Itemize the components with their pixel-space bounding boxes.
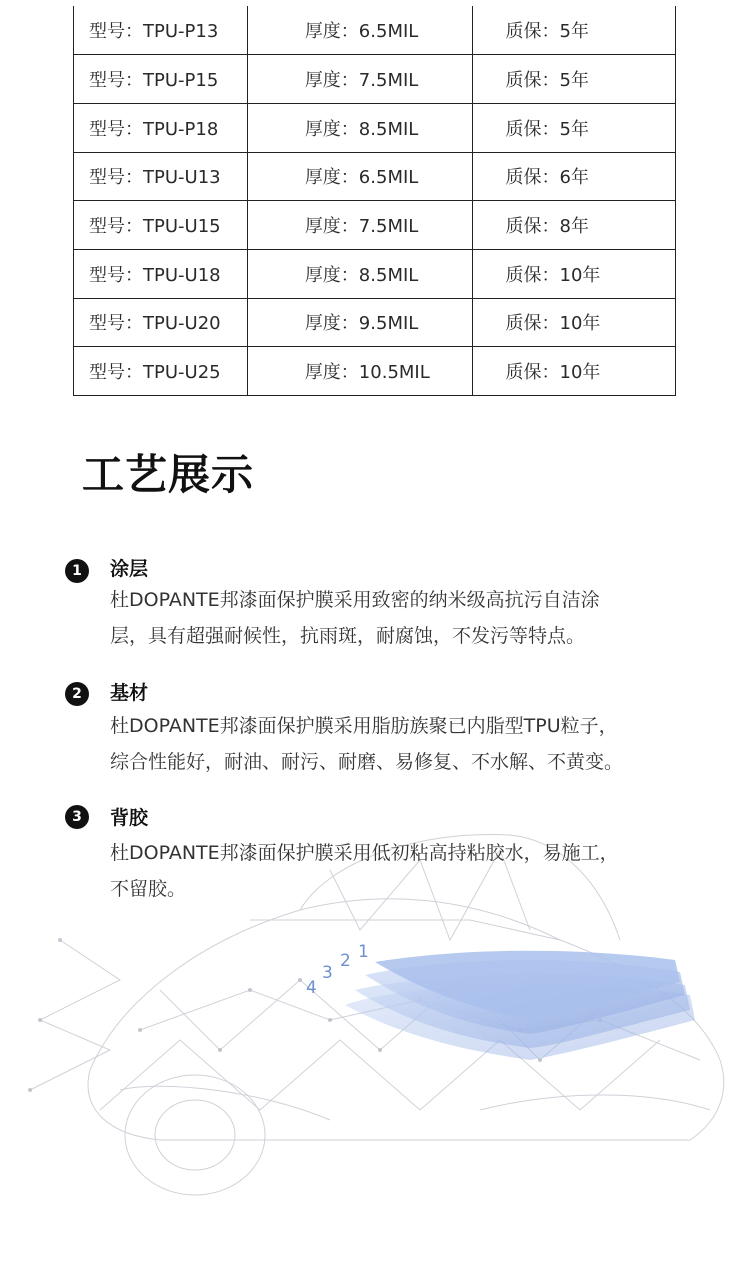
number-badge: 2	[65, 682, 89, 706]
feature-title: 背胶	[110, 807, 149, 829]
warranty-cell: 质保：5年	[472, 103, 675, 152]
description-line: 不留胶。	[110, 878, 187, 900]
model-cell: 型号：TPU-P18	[74, 103, 248, 152]
warranty-cell: 质保：5年	[472, 6, 675, 55]
model-cell: 型号：TPU-P13	[74, 6, 248, 55]
warranty-cell: 质保：5年	[472, 55, 675, 104]
number-badge: 3	[65, 805, 89, 829]
thickness-cell: 厚度：6.5MIL	[247, 6, 472, 55]
table-row	[74, 298, 676, 347]
table-row	[74, 55, 676, 104]
model-cell: 型号：TPU-U13	[74, 152, 248, 201]
table-row	[74, 103, 676, 152]
thickness-cell: 厚度：10.5MIL	[247, 347, 472, 396]
feature-title: 基材	[110, 682, 149, 704]
thickness-cell: 厚度：6.5MIL	[247, 152, 472, 201]
section-title: 工艺展示	[82, 450, 255, 499]
layer-label: 3	[322, 963, 333, 983]
description-line: 杜DOPANTE邦漆面保护膜采用低初粘高持粘胶水，易施工，	[110, 842, 619, 864]
feature-description	[110, 708, 720, 780]
feature-description	[110, 582, 720, 654]
description-line: 杜DOPANTE邦漆面保护膜采用脂肪族聚已内脂型TPU粒子，	[110, 715, 618, 737]
description-line: 层，具有超强耐候性，抗雨斑，耐腐蚀，不发污等特点。	[110, 625, 586, 647]
feature-title: 涂层	[110, 558, 149, 580]
warranty-cell: 质保：10年	[472, 249, 675, 298]
table-row	[74, 152, 676, 201]
number-badge: 1	[65, 559, 89, 583]
warranty-cell: 质保：10年	[472, 298, 675, 347]
thickness-cell: 厚度：7.5MIL	[247, 55, 472, 104]
model-cell: 型号：TPU-U18	[74, 249, 248, 298]
thickness-cell: 厚度：8.5MIL	[247, 103, 472, 152]
layer-label: 2	[340, 951, 351, 971]
layer-label: 4	[306, 978, 317, 998]
thickness-cell: 厚度：8.5MIL	[247, 249, 472, 298]
film-layers	[345, 951, 695, 1060]
table-row	[74, 249, 676, 298]
spec-table	[73, 6, 676, 396]
description-line: 杜DOPANTE邦漆面保护膜采用致密的纳米级高抗污自洁涂	[110, 589, 600, 611]
thickness-cell: 厚度：7.5MIL	[247, 201, 472, 250]
model-cell: 型号：TPU-P15	[74, 55, 248, 104]
warranty-cell: 质保：8年	[472, 201, 675, 250]
warranty-cell: 质保：10年	[472, 347, 675, 396]
warranty-cell: 质保：6年	[472, 152, 675, 201]
layer-label: 1	[358, 942, 369, 962]
table-row	[74, 201, 676, 250]
model-cell: 型号：TPU-U25	[74, 347, 248, 396]
description-line: 综合性能好，耐油、耐污、耐磨、易修复、不水解、不黄变。	[110, 751, 624, 773]
model-cell: 型号：TPU-U20	[74, 298, 248, 347]
table-row	[74, 347, 676, 396]
feature-description	[110, 835, 720, 907]
table-row	[74, 6, 676, 55]
model-cell: 型号：TPU-U15	[74, 201, 248, 250]
thickness-cell: 厚度：9.5MIL	[247, 298, 472, 347]
